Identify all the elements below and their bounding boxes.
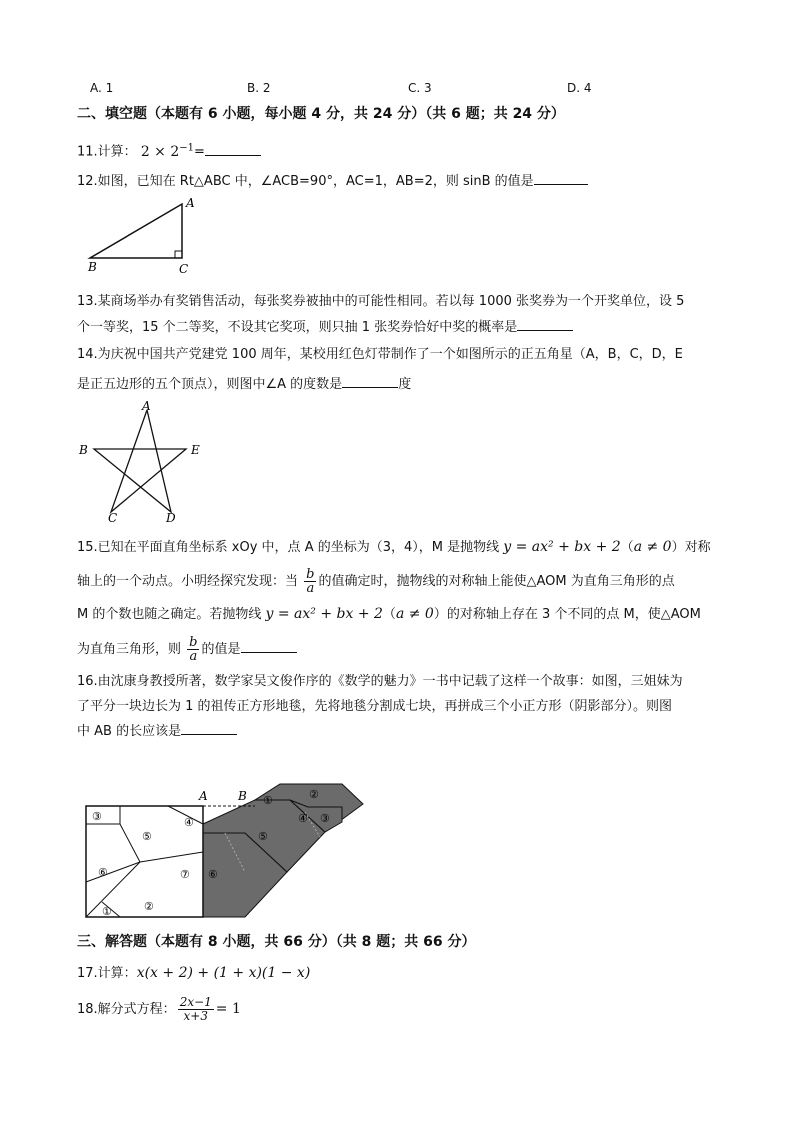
question-13-line-2 bbox=[77, 318, 573, 337]
star-label-a: A bbox=[142, 399, 151, 413]
right-angle-mark bbox=[175, 251, 182, 258]
answer-blank-16 bbox=[181, 722, 237, 735]
q15-text-2: 轴上的一个动点。小明经探究发现：当 bbox=[77, 574, 299, 589]
carpet-figure bbox=[80, 782, 370, 927]
question-12 bbox=[77, 172, 588, 191]
question-16-line-1: 16.由沈康身教授所著，数学家吴文俊作序的《数学的魅力》一书中记载了这样一个故事：如图，三姐妹为 bbox=[77, 674, 683, 689]
q11-expression: $2 \times 2^{-1}$ bbox=[140, 142, 195, 160]
parabola-formula-2: y = ax² + bx + 2 bbox=[265, 606, 383, 622]
section-3-title: 三、解答题（本题有 8 小题，共 66 分）（共 8 题；共 66 分） bbox=[77, 934, 476, 950]
point-b-label: B bbox=[238, 789, 247, 803]
piece-label-2a: ② bbox=[144, 900, 154, 913]
fraction-b-over-a: $\frac{b}{a}$ bbox=[306, 567, 315, 596]
piece-label-2b: ② bbox=[309, 788, 319, 801]
parabola-formula-1: y = ax² + bx + 2 bbox=[503, 539, 621, 555]
answer-blank-12 bbox=[534, 172, 588, 185]
piece-label-4a: ④ bbox=[184, 816, 194, 829]
question-16-line-2: 了平分一块边长为 1 的祖传正方形地毯，先将地毯分割成七块，再拼成三个小正方形（阴影部分）。则图 bbox=[77, 699, 673, 714]
question-15-line-2 bbox=[77, 568, 675, 595]
q11-equals: = bbox=[194, 144, 205, 160]
choice-d: D. 4 bbox=[567, 81, 592, 95]
answer-blank-14 bbox=[342, 375, 398, 388]
label-c: C bbox=[179, 262, 189, 276]
piece-label-6a: ⑥ bbox=[98, 866, 108, 879]
q16-text: 中 AB 的长应该是 bbox=[77, 724, 182, 739]
five-point-star bbox=[94, 410, 186, 512]
question-14-line-1: 14.为庆祝中国共产党建党 100 周年，某校用红色灯带制作了一个如图所示的正五角星（A，B，C，D，E bbox=[77, 347, 683, 362]
star-figure bbox=[74, 398, 214, 526]
q18-prefix: 18.解分式方程： bbox=[77, 1002, 176, 1017]
piece-label-4b: ④ bbox=[298, 812, 308, 825]
q13-text: 个一等奖，15 个二等奖，不设其它奖项，则只抽 1 张奖券恰好中奖的概率是 bbox=[77, 320, 518, 335]
choice-a: A. 1 bbox=[90, 81, 114, 95]
star-label-c: C bbox=[108, 511, 118, 525]
q15-text-1: 15.已知在平面直角坐标系 xOy 中，点 A 的坐标为（3，4），M 是抛物线 bbox=[77, 540, 500, 555]
piece-label-3a: ③ bbox=[92, 810, 102, 823]
point-a-label: A bbox=[199, 789, 208, 803]
q11-prefix: 11.计算： bbox=[77, 144, 137, 160]
answer-blank-15 bbox=[241, 640, 297, 653]
condition-2: a ≠ 0 bbox=[395, 606, 434, 622]
q17-expression: x(x + 2) + (1 + x)(1 − x) bbox=[136, 965, 311, 981]
q18-fraction: $\frac{2x-1}{x+3}$ bbox=[179, 995, 212, 1023]
q14-unit: 度 bbox=[398, 377, 412, 392]
piece-label-3b: ③ bbox=[320, 812, 330, 825]
label-b: B bbox=[88, 260, 97, 274]
star-label-d: D bbox=[166, 511, 176, 525]
choice-b: B. 2 bbox=[247, 81, 271, 95]
triangle-figure bbox=[80, 196, 200, 278]
question-13-line-1: 13.某商场举办有奖销售活动，每张奖券被抽中的可能性相同。若以每 1000 张奖券为一个开奖单位，设 5 bbox=[77, 294, 685, 309]
question-18 bbox=[77, 996, 241, 1023]
answer-blank-13 bbox=[517, 318, 573, 331]
q18-rhs: = 1 bbox=[215, 1001, 241, 1017]
condition-1: a ≠ 0 bbox=[633, 539, 672, 555]
q14-text: 是正五边形的五个顶点），则图中∠A 的度数是 bbox=[77, 377, 343, 392]
q17-prefix: 17.计算： bbox=[77, 966, 137, 981]
q15-text-3: 的值确定时，抛物线的对称轴上能使△AOM 为直角三角形的点 bbox=[318, 574, 675, 589]
piece-label-5b: ⑤ bbox=[258, 830, 268, 843]
star-label-b: B bbox=[79, 443, 88, 457]
question-16-line-3 bbox=[77, 722, 237, 741]
question-15-line-4 bbox=[77, 636, 297, 663]
q12-text: 12.如图，已知在 Rt△ABC 中，∠ACB=90°，AC=1，AB=2，则 sinB 的值是 bbox=[77, 174, 534, 189]
piece-label-7: ⑦ bbox=[180, 868, 190, 881]
piece-label-6b: ⑥ bbox=[208, 868, 218, 881]
question-15-line-1: 15.已知在平面直角坐标系 xOy 中，点 A 的坐标为（3，4），M 是抛物线 y = ax² + bx + 2（a ≠ 0）对称 bbox=[77, 539, 711, 555]
section-2-title: 二、填空题（本题有 6 小题，每小题 4 分，共 24 分）（共 6 题；共 24 分） bbox=[77, 106, 565, 122]
question-17 bbox=[77, 964, 310, 983]
fraction-b-over-a-2: $\frac{b}{a}$ bbox=[189, 635, 198, 664]
triangle-abc bbox=[90, 204, 182, 258]
answer-blank-11 bbox=[205, 143, 261, 156]
piece-label-1a: ① bbox=[102, 905, 112, 918]
question-11 bbox=[77, 139, 261, 162]
q15-text-4: M 的个数也随之确定。若抛物线 bbox=[77, 607, 262, 622]
q15-text-6: 为直角三角形，则 bbox=[77, 642, 182, 657]
piece-label-1b: ① bbox=[263, 794, 273, 807]
q15-text-7: 的值是 bbox=[201, 642, 241, 657]
choice-c: C. 3 bbox=[408, 81, 432, 95]
question-14-line-2 bbox=[77, 375, 411, 394]
label-a: A bbox=[186, 196, 195, 210]
star-label-e: E bbox=[191, 443, 200, 457]
question-15-line-3: M 的个数也随之确定。若抛物线 y = ax² + bx + 2（a ≠ 0）的对称轴上存在 3 个不同的点 M，使△AOM bbox=[77, 606, 701, 622]
piece-label-5a: ⑤ bbox=[142, 830, 152, 843]
q15-text-5: ）的对称轴上存在 3 个不同的点 M，使△AOM bbox=[433, 607, 701, 622]
